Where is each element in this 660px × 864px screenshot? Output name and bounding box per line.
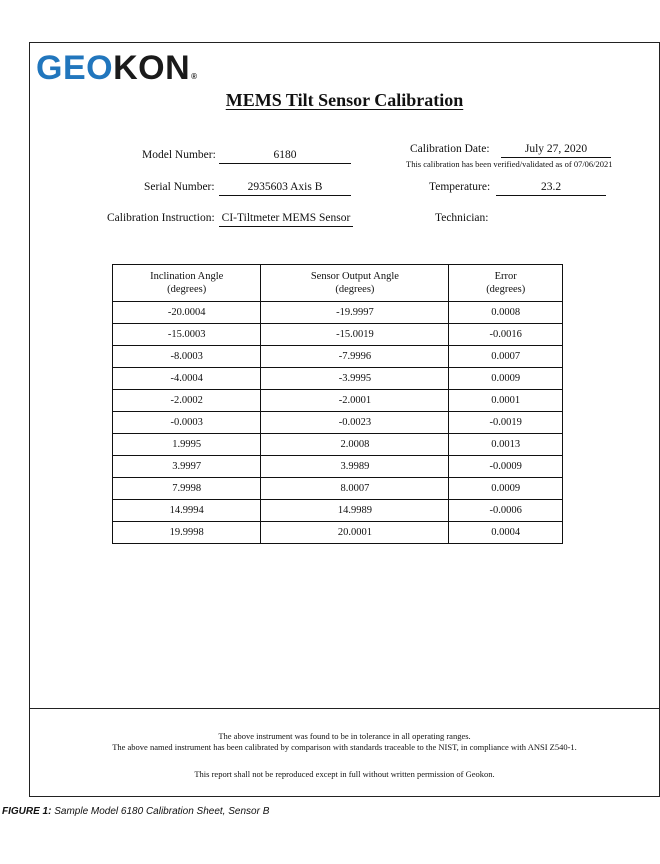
table-row	[113, 368, 563, 390]
table-row	[113, 390, 563, 412]
verification-note: This calibration has been verified/validated as of 07/06/2021	[406, 159, 613, 169]
header-error: Error (degrees)	[449, 265, 563, 302]
cell-output: 3.9989	[261, 456, 449, 478]
footer-nist-note: The above named instrument has been calibrated by comparison with standards traceable to the NIST, in compliance with ANSI Z540-1.	[112, 742, 577, 752]
cell-output: -0.0023	[261, 412, 449, 434]
cell-error: -0.0016	[449, 324, 563, 346]
logo-geo: GEO	[36, 49, 114, 87]
table-row	[113, 478, 563, 500]
header-inclination-angle: Inclination Angle (degrees)	[113, 265, 261, 302]
figure-caption	[2, 806, 269, 817]
table-header-row	[113, 265, 563, 302]
footer-divider	[30, 708, 659, 709]
cell-error: 0.0009	[449, 368, 563, 390]
cell-output: -7.9996	[261, 346, 449, 368]
footer-tolerance-note: The above instrument was found to be in tolerance in all operating ranges.	[218, 731, 471, 741]
cell-output: -19.9997	[261, 302, 449, 324]
cell-output: 20.0001	[261, 522, 449, 544]
header-sensor-output-angle: Sensor Output Angle (degrees)	[261, 265, 449, 302]
cell-error: -0.0019	[449, 412, 563, 434]
calibration-table	[112, 264, 563, 544]
cell-inclination: 7.9998	[113, 478, 261, 500]
registered-mark: ®	[191, 72, 198, 81]
calibration-instruction-value: CI-Tiltmeter MEMS Sensor	[219, 210, 353, 227]
cell-inclination: -0.0003	[113, 412, 261, 434]
serial-number-label: Serial Number:	[144, 181, 215, 193]
cell-inclination: 1.9995	[113, 434, 261, 456]
cell-inclination: -8.0003	[113, 346, 261, 368]
serial-number-value: 2935603 Axis B	[219, 179, 351, 196]
cell-inclination: -15.0003	[113, 324, 261, 346]
cell-inclination: -4.0004	[113, 368, 261, 390]
cell-error: -0.0009	[449, 456, 563, 478]
cell-output: -15.0019	[261, 324, 449, 346]
temperature-value: 23.2	[496, 179, 606, 196]
cell-output: 8.0007	[261, 478, 449, 500]
cell-output: -3.9995	[261, 368, 449, 390]
cell-error: 0.0009	[449, 478, 563, 500]
cell-error: 0.0001	[449, 390, 563, 412]
logo-kon: KON	[113, 49, 191, 87]
cell-error: -0.0006	[449, 500, 563, 522]
calibration-date-label: Calibration Date:	[410, 143, 490, 155]
cell-output: -2.0001	[261, 390, 449, 412]
temperature-label: Temperature:	[429, 181, 491, 193]
cell-error: 0.0007	[449, 346, 563, 368]
cell-error: 0.0008	[449, 302, 563, 324]
geokon-logo	[36, 51, 198, 85]
table-row	[113, 522, 563, 544]
cell-output: 2.0008	[261, 434, 449, 456]
table-row	[113, 346, 563, 368]
cell-output: 14.9989	[261, 500, 449, 522]
table-row	[113, 412, 563, 434]
table-row	[113, 434, 563, 456]
caption-text: Sample Model 6180 Calibration Sheet, Sensor B	[51, 806, 270, 817]
model-number-value: 6180	[219, 147, 351, 164]
cell-inclination: 14.9994	[113, 500, 261, 522]
cell-error: 0.0004	[449, 522, 563, 544]
table-row	[113, 324, 563, 346]
model-number-label: Model Number:	[142, 149, 216, 161]
calibration-date-value: July 27, 2020	[501, 141, 611, 158]
technician-label: Technician:	[435, 212, 489, 224]
table-row	[113, 500, 563, 522]
sheet-title: MEMS Tilt Sensor Calibration	[225, 90, 464, 110]
caption-label: FIGURE 1:	[2, 806, 52, 817]
cell-inclination: 3.9997	[113, 456, 261, 478]
calibration-sheet	[29, 42, 660, 797]
cell-inclination: -20.0004	[113, 302, 261, 324]
cell-error: 0.0013	[449, 434, 563, 456]
cell-inclination: -2.0002	[113, 390, 261, 412]
table-row	[113, 456, 563, 478]
cell-inclination: 19.9998	[113, 522, 261, 544]
calibration-instruction-label: Calibration Instruction:	[107, 212, 215, 224]
table-row	[113, 302, 563, 324]
footer-reproduction-note: This report shall not be reproduced except in full without written permission of Geokon.	[194, 769, 495, 779]
